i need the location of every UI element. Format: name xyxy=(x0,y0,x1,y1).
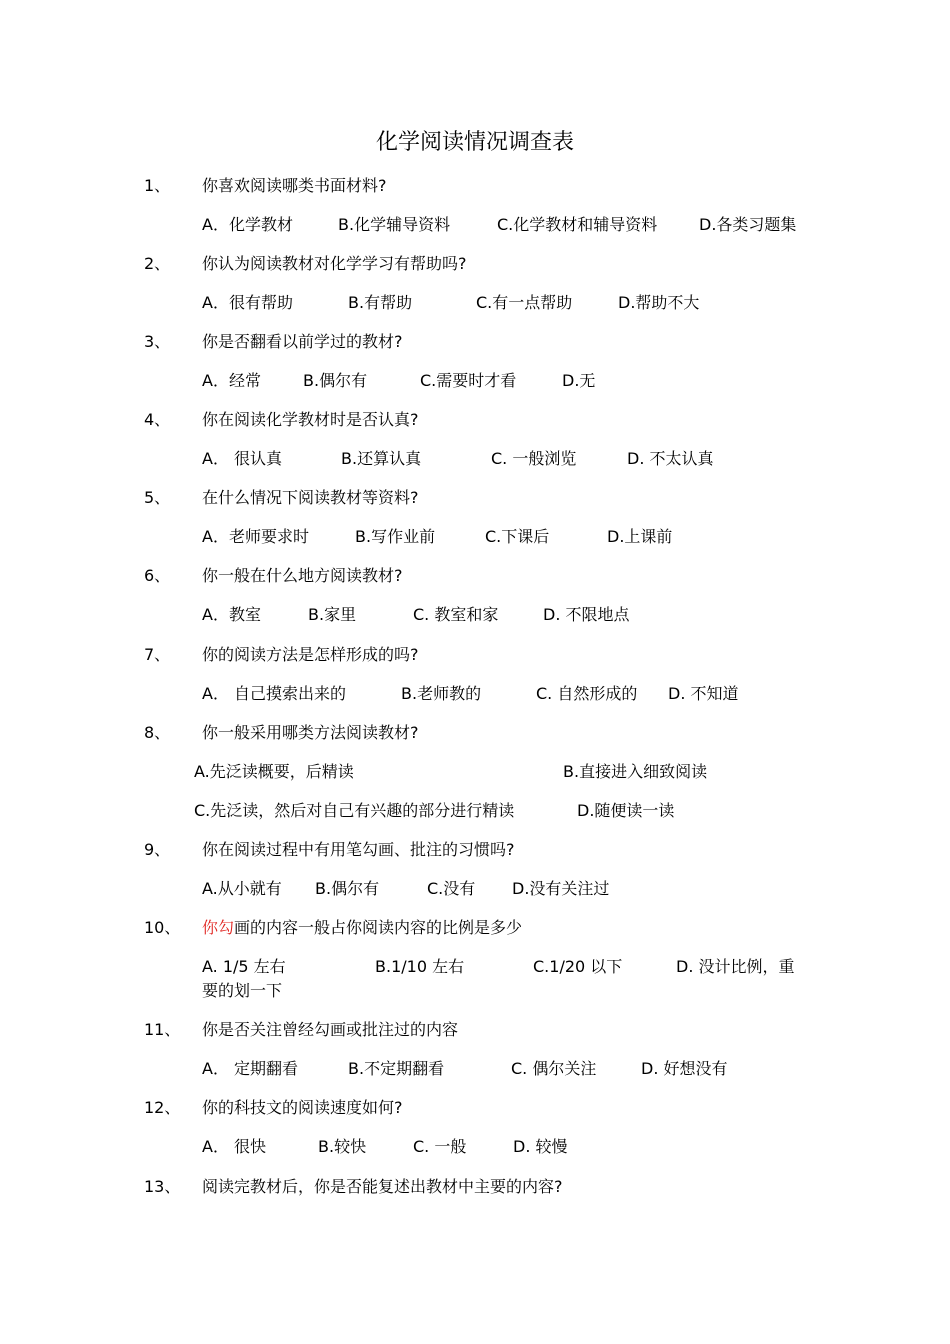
option-11a: A． 定期翻看 xyxy=(202,1059,299,1078)
option-2a: A．很有帮助 xyxy=(202,293,293,312)
option-3c: C.需要时才看 xyxy=(420,371,517,390)
question-text-12: 你的科技文的阅读速度如何? xyxy=(202,1098,403,1117)
option-6b: B.家里 xyxy=(308,605,357,624)
option-9b: B.偶尔有 xyxy=(315,879,380,898)
option-9c: C.没有 xyxy=(427,879,476,898)
question-number-6: 6、 xyxy=(144,566,171,585)
question-number-12: 12、 xyxy=(144,1098,181,1117)
option-10a: A. 1/5 左右 xyxy=(202,957,286,976)
question-text-8: 你一般采用哪类方法阅读教材? xyxy=(202,723,419,742)
question-text-1: 你喜欢阅读哪类书面材料? xyxy=(202,176,387,195)
option-10b: B.1/10 左右 xyxy=(375,957,465,976)
option-9a: A.从小就有 xyxy=(202,879,282,898)
option-8c: C.先泛读，然后对自己有兴趣的部分进行精读 xyxy=(194,801,515,820)
option-12a: A． 很快 xyxy=(202,1137,267,1156)
option-12b: B.较快 xyxy=(318,1137,367,1156)
question-text-13: 阅读完教材后，你是否能复述出教材中主要的内容? xyxy=(202,1177,563,1196)
question-number-3: 3、 xyxy=(144,332,171,351)
option-9d: D.没有关注过 xyxy=(512,879,610,898)
option-8a: A.先泛读概要，后精读 xyxy=(194,762,354,781)
question-number-7: 7、 xyxy=(144,645,171,664)
option-1d: D.各类习题集 xyxy=(699,215,797,234)
option-11c: C. 偶尔关注 xyxy=(511,1059,597,1078)
option-10c: C.1/20 以下 xyxy=(533,957,623,976)
question-text-7: 你的阅读方法是怎样形成的吗? xyxy=(202,645,419,664)
option-4c: C. 一般浏览 xyxy=(491,449,577,468)
option-1c: C.化学教材和辅导资料 xyxy=(497,215,658,234)
option-8d: D.随便读一读 xyxy=(577,801,675,820)
page-title: 化学阅读情况调查表 xyxy=(375,130,574,155)
question-text-5: 在什么情况下阅读教材等资料? xyxy=(202,488,419,507)
option-5b: B.写作业前 xyxy=(355,527,436,546)
option-2d: D.帮助不大 xyxy=(618,293,700,312)
option-6a: A．教室 xyxy=(202,605,261,624)
question-text-4: 你在阅读化学教材时是否认真? xyxy=(202,410,419,429)
option-8b: B.直接进入细致阅读 xyxy=(563,762,708,781)
option-2b: B.有帮助 xyxy=(348,293,413,312)
question-text-2: 你认为阅读教材对化学学习有帮助吗? xyxy=(202,254,467,273)
question-number-1: 1、 xyxy=(144,176,171,195)
question-number-11: 11、 xyxy=(144,1020,181,1039)
option-3a: A．经常 xyxy=(202,371,261,390)
option-11b: B.不定期翻看 xyxy=(348,1059,445,1078)
option-3b: B.偶尔有 xyxy=(303,371,368,390)
option-5a: A．老师要求时 xyxy=(202,527,309,546)
option-4b: B.还算认真 xyxy=(341,449,422,468)
option-5d: D.上课前 xyxy=(607,527,673,546)
option-1a: A．化学教材 xyxy=(202,215,293,234)
option-3d: D.无 xyxy=(562,371,596,390)
option-12c: C. 一般 xyxy=(413,1137,467,1156)
option-1b: B.化学辅导资料 xyxy=(338,215,451,234)
option-10d-continued: 要的划一下 xyxy=(202,981,283,1000)
question-number-5: 5、 xyxy=(144,488,171,507)
option-10d: D. 没计比例，重 xyxy=(676,957,795,976)
option-7a: A． 自己摸索出来的 xyxy=(202,684,347,703)
question-text-10 xyxy=(202,917,522,939)
option-4d: D. 不太认真 xyxy=(627,449,714,468)
question-text-3: 你是否翻看以前学过的教材? xyxy=(202,332,403,351)
option-11d: D. 好想没有 xyxy=(641,1059,728,1078)
option-12d: D. 较慢 xyxy=(513,1137,568,1156)
question-number-8: 8、 xyxy=(144,723,171,742)
option-6c: C. 教室和家 xyxy=(413,605,499,624)
question-number-13: 13、 xyxy=(144,1177,181,1196)
highlighted-text: 你勾 xyxy=(202,918,235,937)
question-number-10: 10、 xyxy=(144,918,181,937)
option-7d: D. 不知道 xyxy=(668,684,739,703)
option-7c: C. 自然形成的 xyxy=(536,684,638,703)
question-text-9: 你在阅读过程中有用笔勾画、批注的习惯吗? xyxy=(202,840,515,859)
option-2c: C.有一点帮助 xyxy=(476,293,573,312)
option-6d: D. 不限地点 xyxy=(543,605,630,624)
option-7b: B.老师教的 xyxy=(401,684,482,703)
question-number-2: 2、 xyxy=(144,254,171,273)
question-text-6: 你一般在什么地方阅读教材? xyxy=(202,566,403,585)
option-4a: A． 很认真 xyxy=(202,449,283,468)
question-number-9: 9、 xyxy=(144,840,171,859)
option-5c: C.下课后 xyxy=(485,527,550,546)
question-number-4: 4、 xyxy=(144,410,171,429)
question-text-11: 你是否关注曾经勾画或批注过的内容 xyxy=(202,1020,459,1039)
question-text-10-rest: 画的内容一般占你阅读内容的比例是多少 xyxy=(234,918,523,937)
